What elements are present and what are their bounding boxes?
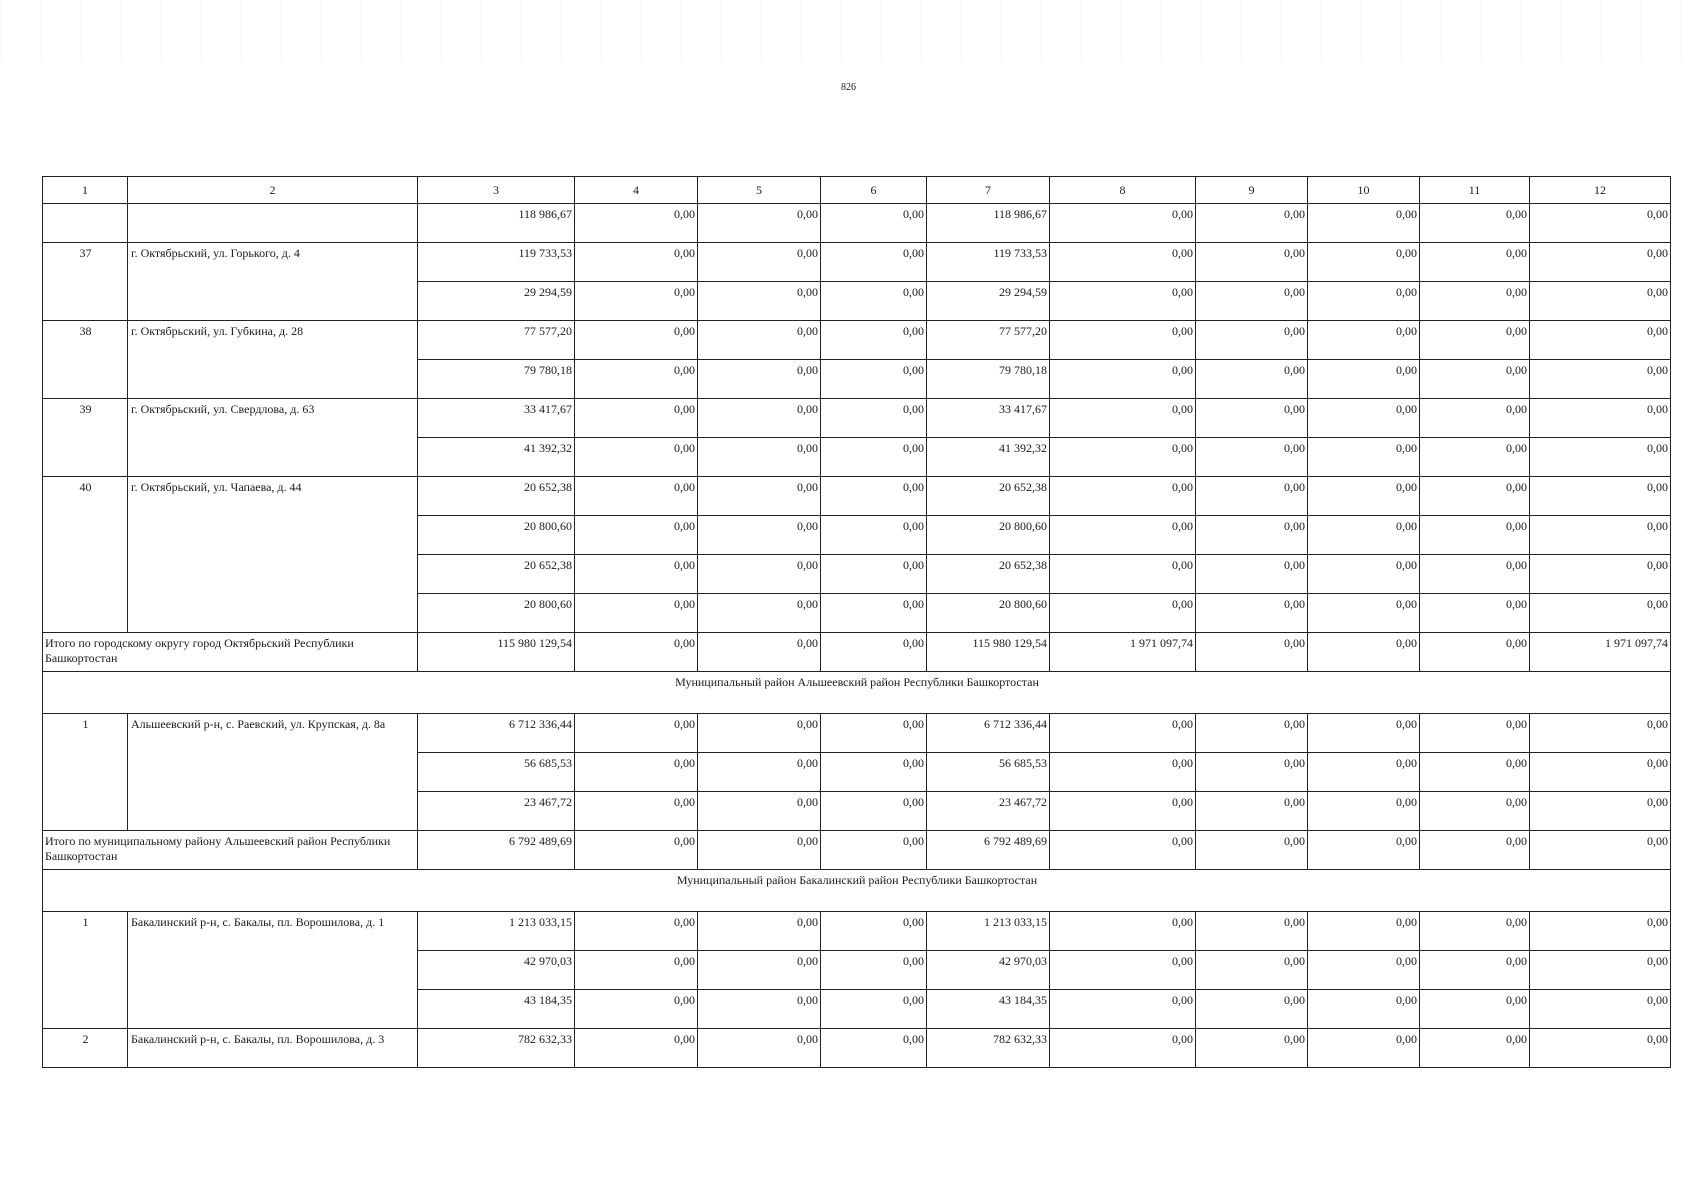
value-cell: 0,00 bbox=[1308, 990, 1420, 1029]
row-address: Бакалинский р-н, с. Бакалы, пл. Ворошилова, д. 3 bbox=[128, 1029, 418, 1068]
row-number: 1 bbox=[43, 912, 128, 1029]
value-cell: 0,00 bbox=[1050, 594, 1196, 633]
value-cell: 0,00 bbox=[1050, 282, 1196, 321]
value-cell: 0,00 bbox=[1530, 912, 1671, 951]
value-cell: 0,00 bbox=[698, 516, 821, 555]
value-cell: 56 685,53 bbox=[418, 753, 575, 792]
total-value: 0,00 bbox=[698, 633, 821, 672]
value-cell: 0,00 bbox=[1050, 204, 1196, 243]
value-cell: 42 970,03 bbox=[927, 951, 1050, 990]
total-value: 0,00 bbox=[1420, 831, 1530, 870]
value-cell: 6 712 336,44 bbox=[418, 714, 575, 753]
total-label: Итого по муниципальному району Альшеевский район Республики Башкортостан bbox=[43, 831, 418, 870]
value-cell: 782 632,33 bbox=[927, 1029, 1050, 1068]
row-number: 2 bbox=[43, 1029, 128, 1068]
value-cell: 0,00 bbox=[821, 792, 927, 831]
value-cell: 0,00 bbox=[575, 951, 698, 990]
value-cell: 0,00 bbox=[1530, 792, 1671, 831]
table-row bbox=[43, 321, 1671, 360]
value-cell: 0,00 bbox=[1050, 990, 1196, 1029]
table-row bbox=[43, 477, 1671, 516]
value-cell: 0,00 bbox=[698, 282, 821, 321]
value-cell: 0,00 bbox=[698, 792, 821, 831]
value-cell: 0,00 bbox=[1530, 321, 1671, 360]
table-row bbox=[43, 912, 1671, 951]
total-row bbox=[43, 831, 1671, 870]
value-cell: 0,00 bbox=[698, 438, 821, 477]
value-cell: 0,00 bbox=[1196, 714, 1308, 753]
value-cell: 0,00 bbox=[1530, 555, 1671, 594]
row-number bbox=[43, 204, 128, 243]
value-cell: 0,00 bbox=[821, 1029, 927, 1068]
header-cell: 6 bbox=[821, 177, 927, 204]
value-cell: 0,00 bbox=[821, 594, 927, 633]
value-cell: 29 294,59 bbox=[418, 282, 575, 321]
value-cell: 0,00 bbox=[698, 555, 821, 594]
header-cell: 1 bbox=[43, 177, 128, 204]
value-cell: 0,00 bbox=[1530, 360, 1671, 399]
value-cell: 20 652,38 bbox=[927, 477, 1050, 516]
value-cell: 0,00 bbox=[1530, 282, 1671, 321]
value-cell: 0,00 bbox=[575, 594, 698, 633]
table-row bbox=[43, 714, 1671, 753]
row-number: 37 bbox=[43, 243, 128, 321]
value-cell: 0,00 bbox=[1420, 594, 1530, 633]
total-value: 0,00 bbox=[1308, 831, 1420, 870]
table-row bbox=[43, 399, 1671, 438]
value-cell: 0,00 bbox=[1420, 753, 1530, 792]
total-value: 0,00 bbox=[1196, 831, 1308, 870]
header-cell: 8 bbox=[1050, 177, 1196, 204]
header-cell: 12 bbox=[1530, 177, 1671, 204]
value-cell: 0,00 bbox=[698, 477, 821, 516]
value-cell: 119 733,53 bbox=[418, 243, 575, 282]
value-cell: 0,00 bbox=[1420, 990, 1530, 1029]
value-cell: 0,00 bbox=[1196, 990, 1308, 1029]
value-cell: 0,00 bbox=[1530, 204, 1671, 243]
value-cell: 0,00 bbox=[821, 714, 927, 753]
value-cell: 0,00 bbox=[1196, 912, 1308, 951]
data-table bbox=[42, 176, 1671, 1068]
value-cell: 0,00 bbox=[1420, 792, 1530, 831]
value-cell: 0,00 bbox=[1196, 594, 1308, 633]
value-cell: 79 780,18 bbox=[927, 360, 1050, 399]
total-value: 6 792 489,69 bbox=[418, 831, 575, 870]
value-cell: 0,00 bbox=[1308, 912, 1420, 951]
value-cell: 42 970,03 bbox=[418, 951, 575, 990]
header-cell: 3 bbox=[418, 177, 575, 204]
value-cell: 41 392,32 bbox=[927, 438, 1050, 477]
value-cell: 0,00 bbox=[821, 912, 927, 951]
value-cell: 0,00 bbox=[1050, 555, 1196, 594]
row-address: г. Октябрьский, ул. Горького, д. 4 bbox=[128, 243, 418, 321]
value-cell: 0,00 bbox=[1050, 1029, 1196, 1068]
value-cell: 0,00 bbox=[1050, 243, 1196, 282]
table-row bbox=[43, 243, 1671, 282]
value-cell: 1 213 033,15 bbox=[418, 912, 575, 951]
total-value: 0,00 bbox=[1196, 633, 1308, 672]
value-cell: 20 800,60 bbox=[927, 516, 1050, 555]
header-cell: 2 bbox=[128, 177, 418, 204]
value-cell: 0,00 bbox=[1308, 477, 1420, 516]
value-cell: 20 800,60 bbox=[927, 594, 1050, 633]
value-cell: 0,00 bbox=[1530, 753, 1671, 792]
value-cell: 20 652,38 bbox=[927, 555, 1050, 594]
row-address bbox=[128, 204, 418, 243]
value-cell: 0,00 bbox=[698, 951, 821, 990]
value-cell: 0,00 bbox=[1050, 753, 1196, 792]
total-label: Итого по городскому округу город Октябрьский Республики Башкортостан bbox=[43, 633, 418, 672]
value-cell: 0,00 bbox=[1420, 360, 1530, 399]
header-row bbox=[43, 177, 1671, 204]
total-value: 115 980 129,54 bbox=[418, 633, 575, 672]
value-cell: 0,00 bbox=[1420, 1029, 1530, 1068]
value-cell: 1 213 033,15 bbox=[927, 912, 1050, 951]
row-address: г. Октябрьский, ул. Губкина, д. 28 bbox=[128, 321, 418, 399]
value-cell: 0,00 bbox=[1530, 990, 1671, 1029]
value-cell: 0,00 bbox=[821, 990, 927, 1029]
value-cell: 0,00 bbox=[1420, 243, 1530, 282]
value-cell: 0,00 bbox=[575, 399, 698, 438]
total-value: 0,00 bbox=[575, 831, 698, 870]
value-cell: 0,00 bbox=[698, 399, 821, 438]
value-cell: 20 800,60 bbox=[418, 516, 575, 555]
value-cell: 0,00 bbox=[1308, 438, 1420, 477]
total-value: 6 792 489,69 bbox=[927, 831, 1050, 870]
value-cell: 0,00 bbox=[821, 243, 927, 282]
total-row bbox=[43, 633, 1671, 672]
page-number: 826 bbox=[841, 82, 856, 93]
section-row bbox=[43, 672, 1671, 714]
value-cell: 0,00 bbox=[698, 360, 821, 399]
value-cell: 0,00 bbox=[1420, 516, 1530, 555]
total-value: 0,00 bbox=[575, 633, 698, 672]
value-cell: 0,00 bbox=[575, 1029, 698, 1068]
value-cell: 0,00 bbox=[1196, 360, 1308, 399]
value-cell: 20 652,38 bbox=[418, 477, 575, 516]
value-cell: 0,00 bbox=[1050, 714, 1196, 753]
value-cell: 0,00 bbox=[1308, 243, 1420, 282]
value-cell: 0,00 bbox=[1050, 951, 1196, 990]
total-value: 0,00 bbox=[821, 633, 927, 672]
row-number: 38 bbox=[43, 321, 128, 399]
header-cell: 5 bbox=[698, 177, 821, 204]
value-cell: 0,00 bbox=[1530, 477, 1671, 516]
value-cell: 43 184,35 bbox=[418, 990, 575, 1029]
value-cell: 6 712 336,44 bbox=[927, 714, 1050, 753]
value-cell: 0,00 bbox=[821, 282, 927, 321]
value-cell: 0,00 bbox=[1308, 753, 1420, 792]
value-cell: 782 632,33 bbox=[418, 1029, 575, 1068]
value-cell: 0,00 bbox=[1196, 1029, 1308, 1068]
value-cell: 0,00 bbox=[1530, 399, 1671, 438]
value-cell: 0,00 bbox=[575, 360, 698, 399]
value-cell: 0,00 bbox=[821, 360, 927, 399]
value-cell: 0,00 bbox=[1196, 951, 1308, 990]
value-cell: 0,00 bbox=[1420, 714, 1530, 753]
row-address: Альшеевский р-н, с. Раевский, ул. Крупская, д. 8а bbox=[128, 714, 418, 831]
value-cell: 0,00 bbox=[1196, 438, 1308, 477]
value-cell: 0,00 bbox=[575, 282, 698, 321]
section-title: Муниципальный район Альшеевский район Республики Башкортостан bbox=[43, 672, 1671, 714]
value-cell: 0,00 bbox=[575, 438, 698, 477]
header-cell: 9 bbox=[1196, 177, 1308, 204]
value-cell: 33 417,67 bbox=[418, 399, 575, 438]
value-cell: 0,00 bbox=[575, 990, 698, 1029]
value-cell: 0,00 bbox=[1050, 912, 1196, 951]
row-address: г. Октябрьский, ул. Свердлова, д. 63 bbox=[128, 399, 418, 477]
value-cell: 0,00 bbox=[1308, 594, 1420, 633]
value-cell: 119 733,53 bbox=[927, 243, 1050, 282]
row-number: 40 bbox=[43, 477, 128, 633]
section-row bbox=[43, 870, 1671, 912]
header-cell: 10 bbox=[1308, 177, 1420, 204]
value-cell: 0,00 bbox=[1050, 438, 1196, 477]
value-cell: 0,00 bbox=[1308, 1029, 1420, 1068]
table-row bbox=[43, 204, 1671, 243]
table-row bbox=[43, 1029, 1671, 1068]
value-cell: 0,00 bbox=[1308, 204, 1420, 243]
value-cell: 118 986,67 bbox=[418, 204, 575, 243]
value-cell: 0,00 bbox=[1530, 243, 1671, 282]
value-cell: 0,00 bbox=[698, 594, 821, 633]
value-cell: 0,00 bbox=[575, 792, 698, 831]
value-cell: 0,00 bbox=[575, 555, 698, 594]
value-cell: 33 417,67 bbox=[927, 399, 1050, 438]
value-cell: 0,00 bbox=[1196, 792, 1308, 831]
value-cell: 0,00 bbox=[1420, 438, 1530, 477]
section-title: Муниципальный район Бакалинский район Республики Башкортостан bbox=[43, 870, 1671, 912]
value-cell: 0,00 bbox=[821, 477, 927, 516]
total-value: 0,00 bbox=[1308, 633, 1420, 672]
value-cell: 0,00 bbox=[1308, 714, 1420, 753]
row-number: 1 bbox=[43, 714, 128, 831]
value-cell: 0,00 bbox=[821, 555, 927, 594]
table-body bbox=[43, 177, 1671, 1068]
value-cell: 43 184,35 bbox=[927, 990, 1050, 1029]
value-cell: 0,00 bbox=[1420, 912, 1530, 951]
value-cell: 0,00 bbox=[1196, 399, 1308, 438]
value-cell: 0,00 bbox=[1530, 438, 1671, 477]
value-cell: 0,00 bbox=[1420, 282, 1530, 321]
value-cell: 0,00 bbox=[1530, 714, 1671, 753]
scan-noise bbox=[0, 0, 1697, 60]
value-cell: 0,00 bbox=[698, 321, 821, 360]
value-cell: 0,00 bbox=[821, 399, 927, 438]
value-cell: 0,00 bbox=[1308, 555, 1420, 594]
value-cell: 0,00 bbox=[698, 204, 821, 243]
value-cell: 0,00 bbox=[1308, 792, 1420, 831]
value-cell: 0,00 bbox=[1050, 399, 1196, 438]
value-cell: 0,00 bbox=[821, 753, 927, 792]
value-cell: 0,00 bbox=[1420, 399, 1530, 438]
value-cell: 0,00 bbox=[1530, 951, 1671, 990]
value-cell: 0,00 bbox=[698, 912, 821, 951]
value-cell: 0,00 bbox=[1196, 477, 1308, 516]
total-value: 1 971 097,74 bbox=[1530, 633, 1671, 672]
value-cell: 23 467,72 bbox=[418, 792, 575, 831]
total-value: 0,00 bbox=[821, 831, 927, 870]
value-cell: 0,00 bbox=[821, 204, 927, 243]
value-cell: 0,00 bbox=[575, 204, 698, 243]
value-cell: 0,00 bbox=[1196, 555, 1308, 594]
total-value: 1 971 097,74 bbox=[1050, 633, 1196, 672]
value-cell: 0,00 bbox=[1308, 951, 1420, 990]
value-cell: 0,00 bbox=[1050, 792, 1196, 831]
value-cell: 0,00 bbox=[1420, 555, 1530, 594]
value-cell: 0,00 bbox=[1308, 321, 1420, 360]
value-cell: 0,00 bbox=[698, 753, 821, 792]
value-cell: 0,00 bbox=[821, 438, 927, 477]
value-cell: 0,00 bbox=[1308, 399, 1420, 438]
total-value: 0,00 bbox=[1420, 633, 1530, 672]
value-cell: 0,00 bbox=[1196, 282, 1308, 321]
value-cell: 0,00 bbox=[1050, 321, 1196, 360]
value-cell: 0,00 bbox=[1420, 951, 1530, 990]
value-cell: 0,00 bbox=[1530, 516, 1671, 555]
value-cell: 0,00 bbox=[1196, 204, 1308, 243]
row-number: 39 bbox=[43, 399, 128, 477]
value-cell: 56 685,53 bbox=[927, 753, 1050, 792]
value-cell: 0,00 bbox=[1420, 477, 1530, 516]
value-cell: 0,00 bbox=[1530, 594, 1671, 633]
value-cell: 77 577,20 bbox=[418, 321, 575, 360]
value-cell: 0,00 bbox=[821, 951, 927, 990]
value-cell: 0,00 bbox=[1050, 360, 1196, 399]
value-cell: 0,00 bbox=[698, 243, 821, 282]
header-cell: 11 bbox=[1420, 177, 1530, 204]
value-cell: 0,00 bbox=[1196, 753, 1308, 792]
value-cell: 0,00 bbox=[575, 753, 698, 792]
value-cell: 77 577,20 bbox=[927, 321, 1050, 360]
value-cell: 0,00 bbox=[1050, 516, 1196, 555]
value-cell: 79 780,18 bbox=[418, 360, 575, 399]
value-cell: 0,00 bbox=[1196, 321, 1308, 360]
value-cell: 0,00 bbox=[575, 516, 698, 555]
total-value: 0,00 bbox=[1050, 831, 1196, 870]
value-cell: 0,00 bbox=[1308, 360, 1420, 399]
value-cell: 0,00 bbox=[575, 321, 698, 360]
value-cell: 0,00 bbox=[1308, 282, 1420, 321]
row-address: г. Октябрьский, ул. Чапаева, д. 44 bbox=[128, 477, 418, 633]
value-cell: 0,00 bbox=[698, 714, 821, 753]
value-cell: 29 294,59 bbox=[927, 282, 1050, 321]
value-cell: 0,00 bbox=[698, 1029, 821, 1068]
header-cell: 4 bbox=[575, 177, 698, 204]
value-cell: 23 467,72 bbox=[927, 792, 1050, 831]
total-value: 115 980 129,54 bbox=[927, 633, 1050, 672]
value-cell: 0,00 bbox=[1420, 321, 1530, 360]
value-cell: 41 392,32 bbox=[418, 438, 575, 477]
row-address: Бакалинский р-н, с. Бакалы, пл. Ворошилова, д. 1 bbox=[128, 912, 418, 1029]
value-cell: 0,00 bbox=[698, 990, 821, 1029]
value-cell: 0,00 bbox=[1196, 243, 1308, 282]
value-cell: 0,00 bbox=[575, 714, 698, 753]
value-cell: 0,00 bbox=[575, 912, 698, 951]
total-value: 0,00 bbox=[1530, 831, 1671, 870]
value-cell: 0,00 bbox=[1196, 516, 1308, 555]
value-cell: 20 652,38 bbox=[418, 555, 575, 594]
value-cell: 118 986,67 bbox=[927, 204, 1050, 243]
value-cell: 0,00 bbox=[821, 516, 927, 555]
value-cell: 0,00 bbox=[1050, 477, 1196, 516]
value-cell: 0,00 bbox=[1530, 1029, 1671, 1068]
value-cell: 0,00 bbox=[1420, 204, 1530, 243]
value-cell: 0,00 bbox=[821, 321, 927, 360]
header-cell: 7 bbox=[927, 177, 1050, 204]
value-cell: 0,00 bbox=[1308, 516, 1420, 555]
value-cell: 20 800,60 bbox=[418, 594, 575, 633]
total-value: 0,00 bbox=[698, 831, 821, 870]
value-cell: 0,00 bbox=[575, 243, 698, 282]
value-cell: 0,00 bbox=[575, 477, 698, 516]
